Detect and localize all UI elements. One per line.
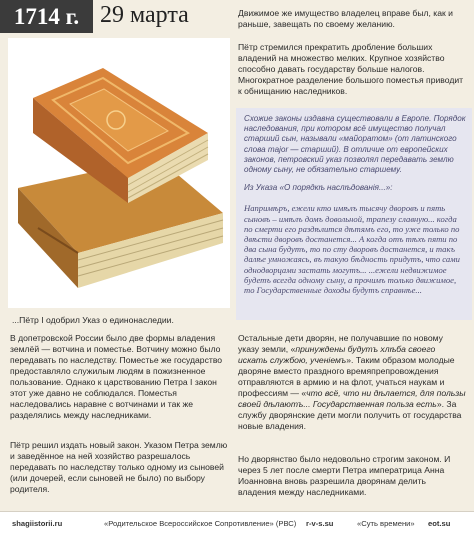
footer-sv-link[interactable]: eot.su: [428, 519, 451, 528]
footer-rvs-text: «Родительское Всероссийское Сопротивление» (РВС): [104, 519, 297, 528]
intro-paragraph: Пётр стремился прекратить дробление больших владений на множество мелких. Крупное хозяйство способно давать государству больше налогов. Многократное разделение большого поместья приводит к обнищанию наследников.: [238, 42, 464, 96]
box-excerpt: Напримѣръ, ежели кто имѣлъ тысячу дворовъ и пять сыновъ – имѣлъ домъ довольной, трапезу славную... когда по смерти его раздѣлится дѣтямъ его, то уже только по двѣсти дворовъ достанется... А когда отъ тѣхъ пяти по два сына будутъ, то по сту дворовъ достанется, и такъ далѣе умножаясь, въ такую бѣдность придутъ, что сами однодворцами застать могутъ... ...ежели недвижимое будетъ всегда одному сыну, а прочимъ только движимое, то Государственные доходы будутъ справнѣе...: [244, 203, 460, 296]
footer-sv-text: «Суть времени»: [357, 519, 415, 528]
rp1-quote1: принуждены будутъ хлѣба своего искать службою, ученіемъ: [238, 344, 436, 365]
year-badge: 1714 г.: [0, 0, 93, 33]
box-source: Из Указа «О порядкѣ наслѣдованія...»:: [244, 183, 393, 193]
rp1-end: ». За службу дворянские дети могли получить от государства новые владения.: [238, 399, 462, 431]
date-heading: 29 марта: [100, 2, 189, 28]
left-paragraph-2: Пётр решил издать новый закон. Указом Петра землю и заведённое на ней хозяйство разрешалось передавать по наследству только одному из сыновей (или дочерей, если сыновей не было) по выбору родителя.: [10, 440, 228, 494]
right-paragraph-1: [238, 333, 466, 432]
footer-site-link[interactable]: shagiistorii.ru: [12, 519, 63, 528]
rp1-mid: ». Таким образом молодые дворяне вместо праздного времяпрепровождения отправляются в армию и на флот, учаться наукам и профессиям — «: [238, 355, 455, 398]
photo-caption: ...Пётр I одобрил Указ о единонаследии.: [12, 315, 174, 325]
intro-quote: Движимое же имущество владелец вправе был, как и раньше, завещать по своему желанию.: [238, 8, 453, 29]
book-photo: [8, 38, 230, 308]
right-paragraph-2: Но дворянство было недовольно строгим законом. И через 5 лет после смерти Петра императрица Анна Иоанновна вновь разрешила дворянам делить владения между наследниками.: [238, 454, 451, 497]
old-books-illustration: [8, 38, 230, 308]
box-intro: Схожие законы издавна существовали в Европе. Порядок наследования, при котором всё имущество получал старший сын, называли «майоратом» (от латинского слова major — старший). В отличие от европейских законов, петровский указ позволял передавать землю одному сыну, не обязательно старшему.: [244, 114, 466, 175]
footer: [0, 511, 474, 536]
decree-quote-box: [236, 108, 472, 320]
rp1-quote2: что всё, что ни дѣлается, для пользы своей дѣлаютъ... Государственная польза есть: [238, 388, 466, 409]
left-paragraph-1: В допетровской России было две формы владения землёй — вотчина и поместье. Вотчину можно было передавать по наследству. Поместье же государство предоставляло служилым людям в пожизненное пользование. Однако к царствованию Петра I закон этот уже давно не соблюдался. Поместья наследовались наравне с вотчинами и так же разделялись между наследниками.: [10, 333, 223, 420]
rp1-start: Остальные дети дворян, не получавшие по новому указу земли, «: [238, 333, 443, 354]
footer-rvs-link[interactable]: r-v-s.su: [306, 519, 334, 528]
